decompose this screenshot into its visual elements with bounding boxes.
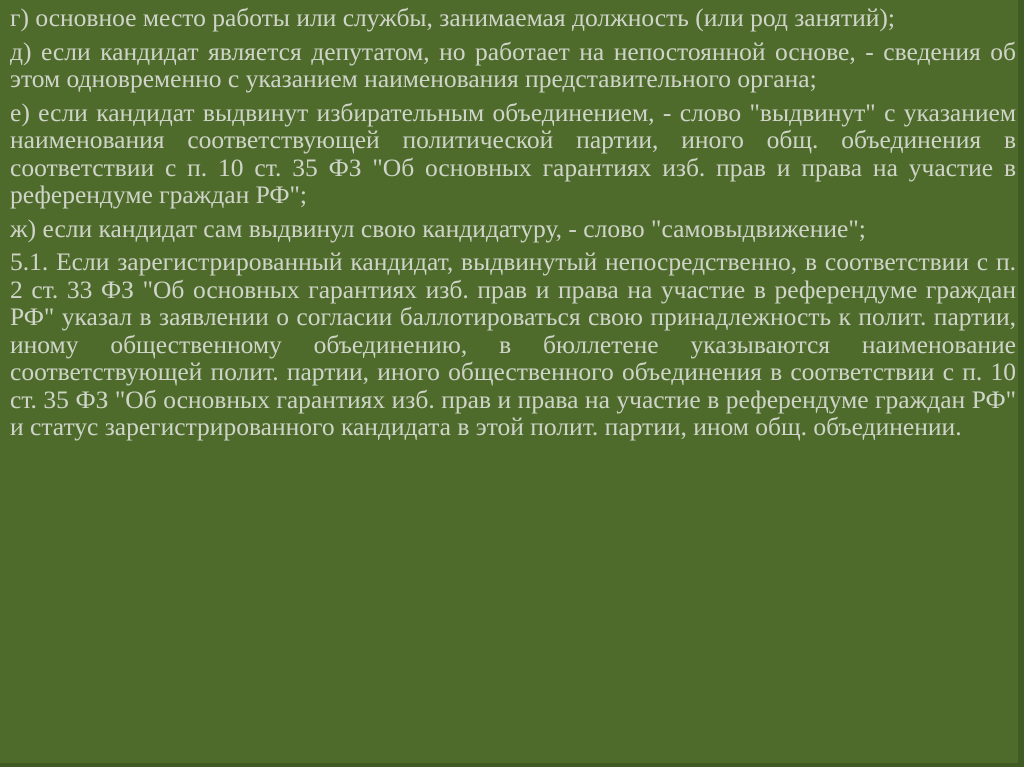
slide-text <box>10 4 1016 447</box>
slide-right-edge <box>1018 0 1024 767</box>
paragraph-zh: ж) если кандидат сам выдвинул свою кандидатуру, - слово "самовыдвижение"; <box>10 213 866 243</box>
paragraph-d: д) если кандидат является депутатом, но работает на непостоянной основе, - сведения об этом одновременно с указанием наименования представительного органа; <box>10 36 1016 93</box>
paragraph-5-1: 5.1. Если зарегистрированный кандидат, выдвинутый непосредственно, в соответствии с п. 2 ст. 33 ФЗ "Об основных гарантиях изб. прав и права на участие в референдуме граждан РФ" указал в заявлении о согласии баллотироваться свою принадлежность к полит. партии, иному общественному объединению, в бюллетене указываются наименование соответствующей полит. партии, иного общественного объединения в соответствии с п. 10 ст. 35 ФЗ "Об основных гарантиях изб. прав и права на участие в референдуме граждан РФ" и статус зарегистрированного кандидата в этой полит. партии, ином общ. объединении. <box>10 247 1016 441</box>
paragraph-e: е) если кандидат выдвинут избирательным объединением, - слово "выдвинут" с указанием наименования соответствующей политической партии, иного общ. объединения в соответствии с п. 10 ст. 35 ФЗ "Об основных гарантиях изб. прав и права на участие в референдуме граждан РФ"; <box>10 97 1016 209</box>
paragraph-g: г) основное место работы или службы, занимаемая должность (или род занятий); <box>10 3 895 32</box>
slide-bottom-edge <box>0 763 1024 767</box>
